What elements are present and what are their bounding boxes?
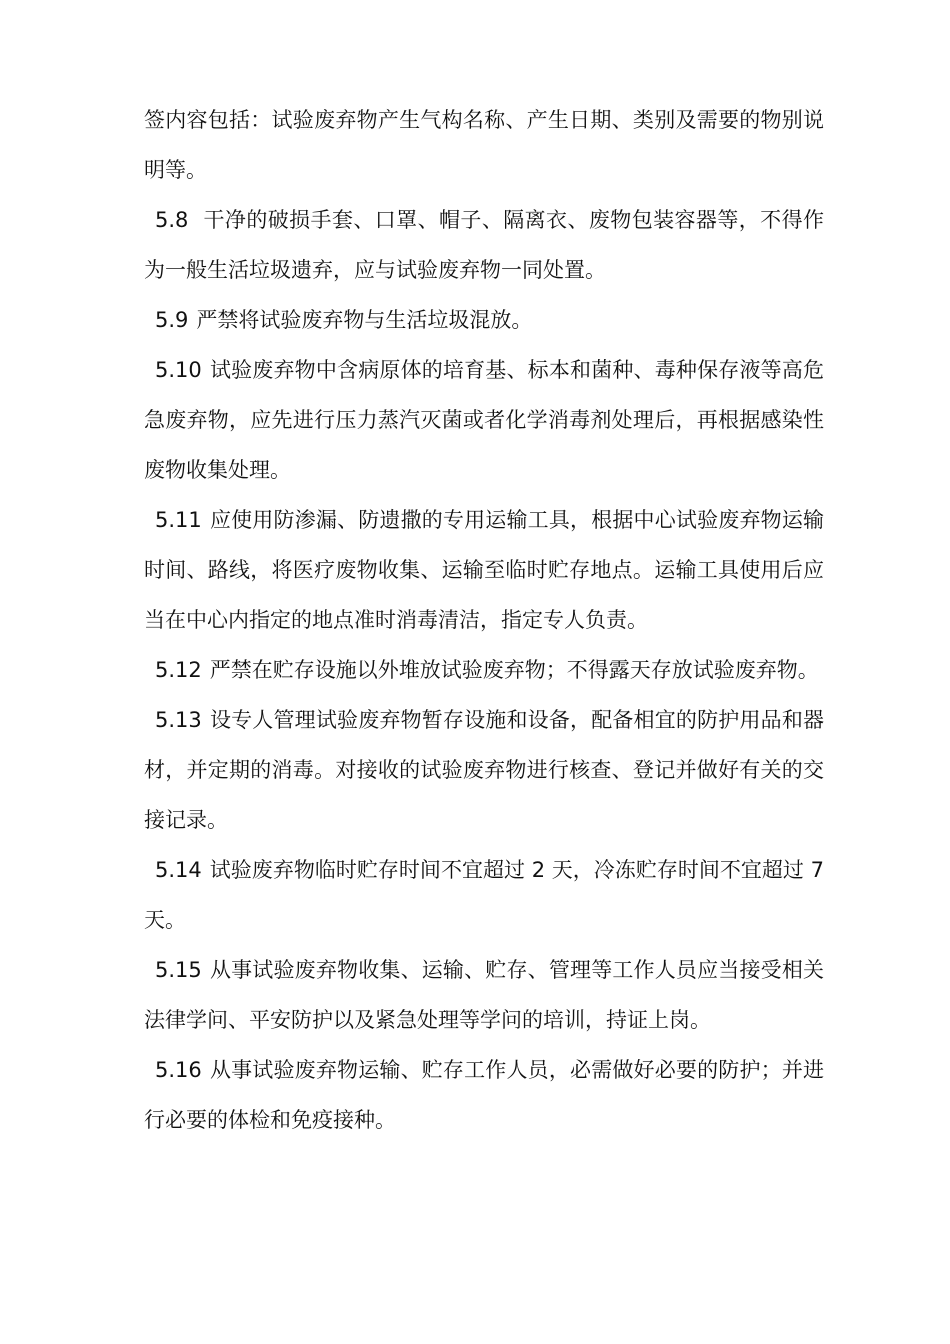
paragraph-5-14 (144, 845, 824, 945)
paragraph-text: 试验废弃物中含病原体的培育基、标本和菌种、毒种保存液等高危急废弃物，应先进行压力蒸汽灭菌或者化学消毒剂处理后，再根据感染性废物收集处理。 (144, 358, 824, 482)
paragraph-text: 试验废弃物临时贮存时间不宜超过 2 天，冷冻贮存时间不宜超过 7 天。 (144, 858, 824, 932)
paragraph-text: 应使用防渗漏、防遗撒的专用运输工具，根据中心试验废弃物运输时间、路线，将医疗废物收集、运输至临时贮存地点。运输工具使用后应当在中心内指定的地点准时消毒清洁，指定专人负责。 (144, 508, 824, 632)
paragraph-5-8 (144, 195, 824, 295)
paragraph-5-15 (144, 945, 824, 1045)
paragraph-text: 从事试验废弃物收集、运输、贮存、管理等工作人员应当接受相关法律学问、平安防护以及紧急处理等学问的培训，持证上岗。 (144, 958, 824, 1032)
clause-number: 5.15 (155, 958, 202, 982)
paragraph-text: 干净的破损手套、口罩、帽子、隔离衣、废物包装容器等，不得作为一般生活垃圾遗弃，应与试验废弃物一同处置。 (144, 208, 824, 282)
paragraph-text: 设专人管理试验废弃物暂存设施和设备，配备相宜的防护用品和器材，并定期的消毒。对接收的试验废弃物进行核查、登记并做好有关的交接记录。 (144, 708, 824, 832)
paragraph-5-16 (144, 1045, 824, 1145)
clause-number: 5.12 (155, 658, 202, 682)
paragraph-text: 严禁在贮存设施以外堆放试验废弃物；不得露天存放试验废弃物。 (209, 658, 819, 682)
paragraph-5-11 (144, 495, 824, 645)
document-body (144, 95, 824, 1145)
clause-number: 5.13 (155, 708, 202, 732)
paragraph-5-9 (144, 295, 824, 345)
paragraph-text: 从事试验废弃物运输、贮存工作人员，必需做好必要的防护；并进行必要的体检和免疫接种。 (144, 1058, 824, 1132)
clause-number: 5.11 (155, 508, 202, 532)
paragraph-text: 签内容包括：试验废弃物产生气构名称、产生日期、类别及需要的物别说明等。 (144, 108, 824, 182)
paragraph-text: 严禁将试验废弃物与生活垃圾混放。 (196, 308, 533, 332)
clause-number: 5.14 (155, 858, 202, 882)
paragraph-continuation (144, 95, 824, 195)
paragraph-5-12 (144, 645, 824, 695)
clause-number: 5.10 (155, 358, 202, 382)
clause-number: 5.8 (155, 208, 189, 232)
paragraph-5-10 (144, 345, 824, 495)
clause-number: 5.9 (155, 308, 189, 332)
clause-number: 5.16 (155, 1058, 202, 1082)
paragraph-5-13 (144, 695, 824, 845)
